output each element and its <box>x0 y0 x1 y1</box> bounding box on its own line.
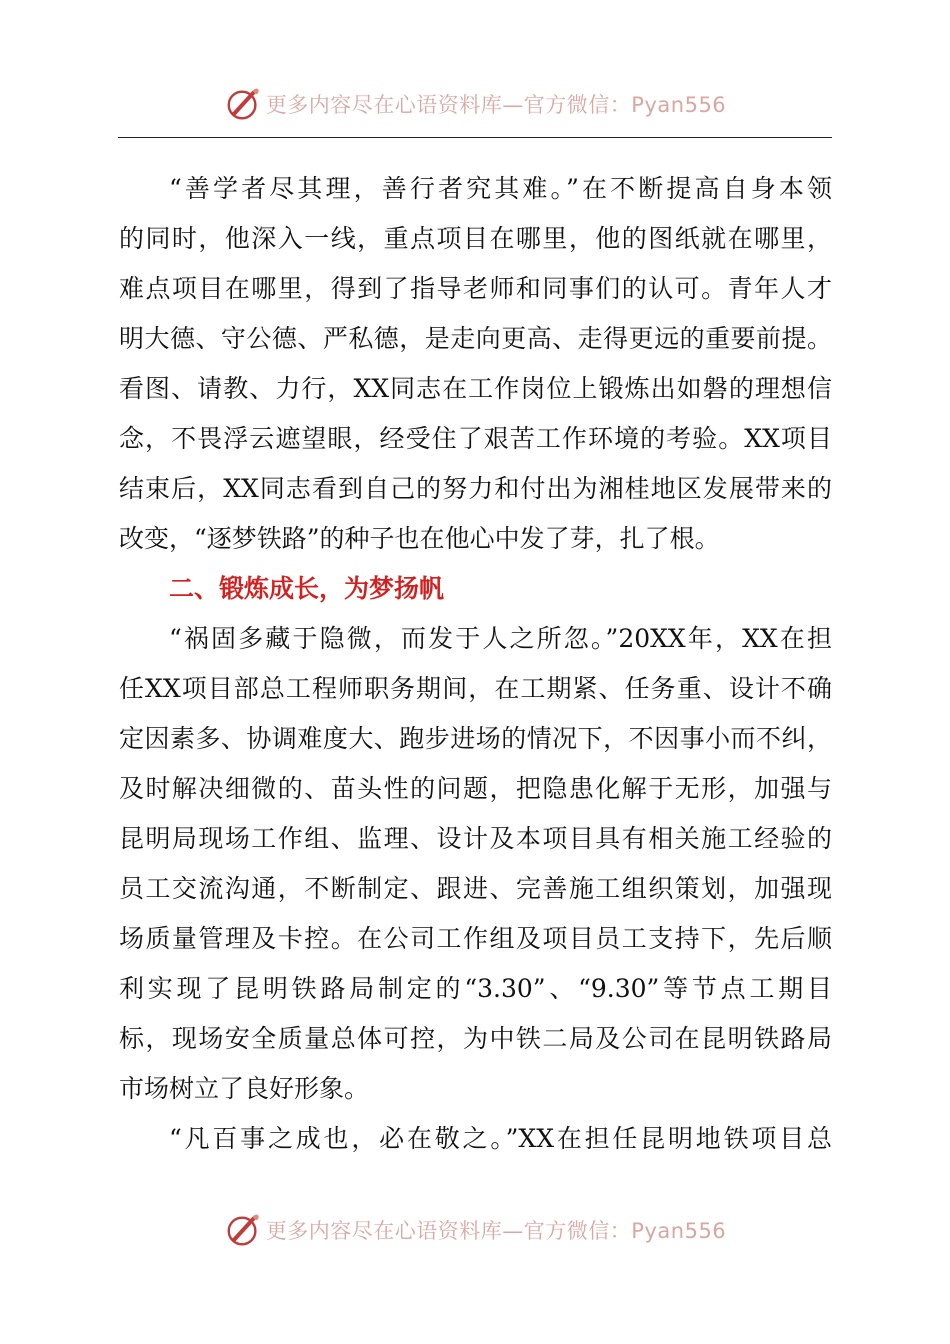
text-line: 明大德、守公德、严私德，是走向更高、走得更远的重要前提。 <box>119 324 832 353</box>
text-line: 员工交流沟通，不断制定、跟进、完善施工组织策划，加强现 <box>119 874 832 903</box>
text-line: “祸固多藏于隐微，而发于人之所忽。”20XX年，XX在担 <box>169 624 832 653</box>
text-line: 的同时，他深入一线，重点项目在哪里，他的图纸就在哪里， <box>119 224 832 253</box>
text-line: 及时解决细微的、苗头性的问题，把隐患化解于无形，加强与 <box>119 774 832 803</box>
text-line: 难点项目在哪里，得到了指导老师和同事们的认可。青年人才 <box>119 274 832 303</box>
paragraph-1 <box>119 164 832 564</box>
text-line: 场质量管理及卡控。在公司工作组及项目员工支持下，先后顺 <box>119 924 832 953</box>
watermark-header <box>0 82 950 126</box>
text-line: 利实现了昆明铁路局制定的“3.30”、“9.30”等节点工期目 <box>119 974 832 1003</box>
text-line: 念，不畏浮云遮望眼，经受住了艰苦工作环境的考验。XX项目 <box>119 424 832 453</box>
watermark-text: 更多内容尽在心语资料库—官方微信：Pyan556 <box>265 93 727 117</box>
text-line: 昆明局现场工作组、监理、设计及本项目具有相关施工经验的 <box>119 824 832 853</box>
quill-circle-icon <box>224 85 262 123</box>
text-line: 看图、请教、力行，XX同志在工作岗位上锻炼出如磐的理想信 <box>119 374 832 403</box>
text-line: “善学者尽其理，善行者究其难。”在不断提高自身本领 <box>169 174 832 203</box>
text-line: 改变，“逐梦铁路”的种子也在他心中发了芽，扎了根。 <box>119 524 720 553</box>
text-line: 定因素多、协调难度大、跑步进场的情况下，不因事小而不纠， <box>119 724 832 753</box>
section-heading: 二、锻炼成长，为梦扬帆 <box>169 574 445 603</box>
text-line: 市场树立了良好形象。 <box>119 1074 370 1103</box>
paragraph-3 <box>119 1114 832 1164</box>
header-divider <box>118 137 832 138</box>
paragraph-2 <box>119 614 832 1114</box>
text-line: “凡百事之成也，必在敬之。”XX在担任昆明地铁项目总 <box>169 1124 832 1153</box>
quill-circle-icon <box>224 1211 262 1249</box>
document-body <box>119 164 832 1164</box>
watermark-text: 更多内容尽在心语资料库—官方微信：Pyan556 <box>265 1219 727 1243</box>
watermark-footer <box>0 1208 950 1252</box>
text-line: 任XX项目部总工程师职务期间，在工期紧、任务重、设计不确 <box>119 674 832 703</box>
text-line: 标，现场安全质量总体可控，为中铁二局及公司在昆明铁路局 <box>119 1024 832 1053</box>
text-line: 结束后，XX同志看到自己的努力和付出为湘桂地区发展带来的 <box>119 474 832 503</box>
